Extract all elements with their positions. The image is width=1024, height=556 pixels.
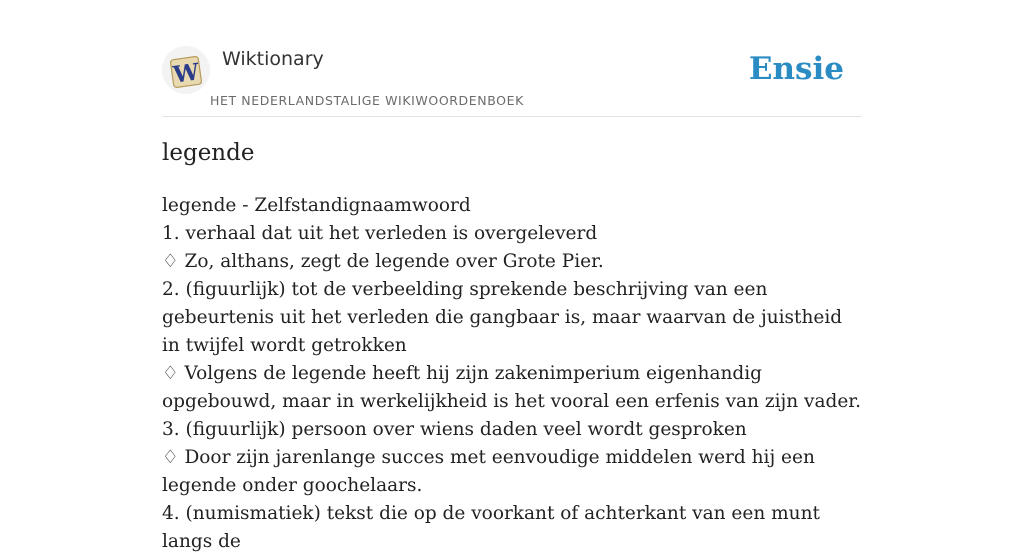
entry-content — [162, 192, 862, 556]
entry-line-example-1: ♢ Zo, althans, zegt de legende over Grote Pier. — [162, 251, 604, 272]
entry-line-definition-3: 3. (figuurlijk) persoon over wiens daden veel wordt gesproken — [162, 419, 747, 440]
site-name[interactable]: Wiktionary — [222, 48, 324, 70]
entry-line-definition-4: 4. (numismatiek) tekst die op de voorkant of achterkant van een munt langs de — [162, 503, 820, 552]
entry-line-definition-2: 2. (figuurlijk) tot de verbeelding sprekende beschrijving van een gebeurtenis uit het verleden die gangbaar is, maar waarvan de juistheid in twijfel wordt getrokken — [162, 279, 843, 356]
site-header — [162, 46, 862, 117]
svg-text:W: W — [171, 58, 201, 89]
entry-line-example-3: ♢ Door zijn jarenlange succes met eenvoudige middelen werd hij een legende onder goochelaars. — [162, 447, 815, 496]
ensie-brand-link[interactable]: Ensie — [748, 51, 844, 87]
entry-line-part-of-speech: legende - Zelfstandignaamwoord — [162, 195, 471, 216]
entry-title: legende — [162, 140, 255, 166]
site-subtitle: HET NEDERLANDSTALIGE WIKIWOORDENBOEK — [210, 93, 524, 108]
wiktionary-logo-icon[interactable] — [162, 46, 210, 94]
entry-line-example-2: ♢ Volgens de legende heeft hij zijn zakenimperium eigenhandig opgebouwd, maar in werkelijkheid is het vooral een erfenis van zijn vader. — [162, 363, 861, 412]
entry-line-definition-1: 1. verhaal dat uit het verleden is overgeleverd — [162, 223, 598, 244]
